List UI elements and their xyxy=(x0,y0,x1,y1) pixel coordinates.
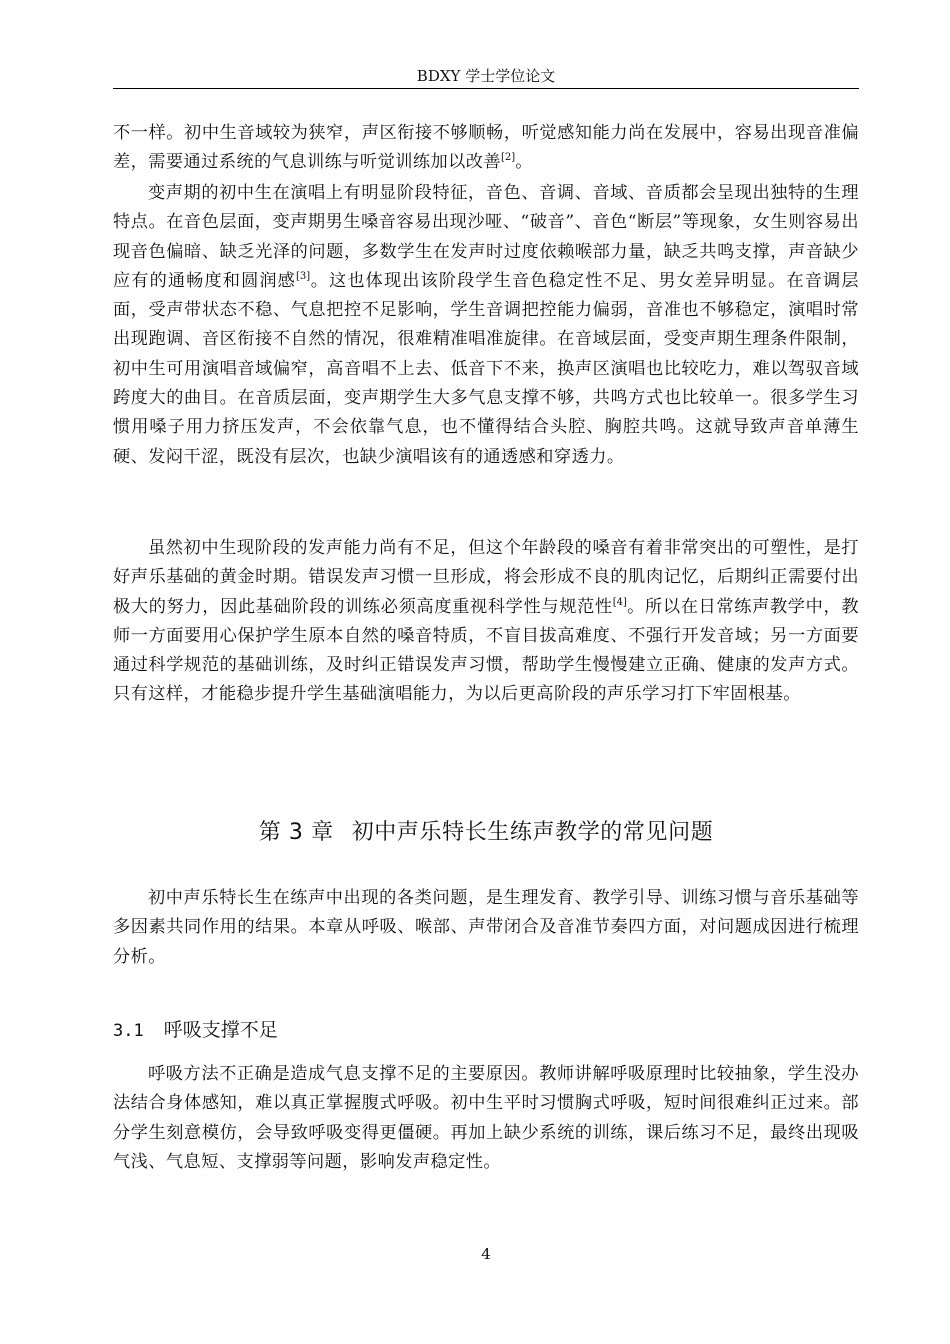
header-title: BDXY 学士学位论文 xyxy=(416,67,556,85)
citation-ref: [4] xyxy=(612,596,627,608)
paragraph-voice-change xyxy=(113,179,859,472)
page-number: 4 xyxy=(481,1245,491,1263)
paragraph-text: 不一样。初中生音域较为狭窄，声区衔接不够顺畅，听觉感知能力尚在发展中，容易出现音准偏差，需要通过系统的气息训练与听觉训练加以改善 xyxy=(113,123,859,173)
section-number: 3.1 xyxy=(113,1021,144,1041)
paragraph-text: 初中声乐特长生在练声中出现的各类问题，是生理发育、教学引导、训练习惯与音乐基础等多因素共同作用的结果。本章从呼吸、喉部、声带闭合及音准节奏四方面，对问题成因进行梳理分析。 xyxy=(113,888,859,967)
chapter-title: 初中声乐特长生练声教学的常见问题 xyxy=(351,820,714,845)
paragraph-tail: 。 xyxy=(515,152,533,173)
paragraph-text: 呼吸方法不正确是造成气息支撑不足的主要原因。教师讲解呼吸原理时比较抽象，学生没办法结合身体感知，难以真正掌握腹式呼吸。初中生平时习惯胸式呼吸，短时间很难纠正过来。部分学生刻意模仿，会导致呼吸变得更僵硬。再加上缺少系统的训练，课后练习不足，最终出现吸气浅、气息短、支撑弱等问题，影响发声稳定性。 xyxy=(113,1064,859,1172)
section-title: 呼吸支撑不足 xyxy=(163,1019,278,1041)
paragraph-tail: 。这也体现出该阶段学生音色稳定性不足、男女差异明显。在音调层面，受声带状态不稳、气息把控不足影响，学生音调把控能力偏弱，音准也不够稳定，演唱时常出现跑调、音区衔接不自然的情况，很难精准唱准旋律。在音域层面，受变声期生理条件限制，初中生可用演唱音域偏窄，高音唱不上去、低音下不来，换声区演唱也比较吃力，难以驾驭音域跨度大的曲目。在音质层面，变声期学生大多气息支撑不够，共鸣方式也比较单一。很多学生习惯用嗓子用力挤压发声，不会依靠气息，也不懂得结合头腔、胸腔共鸣。这就导致声音单薄生硬、发闷干涩，既没有层次，也缺少演唱该有的通透感和穿透力。 xyxy=(113,270,859,467)
paragraph-chapter-intro xyxy=(113,884,859,972)
citation-ref: [2] xyxy=(501,152,516,164)
chapter-number: 第 3 章 xyxy=(258,820,334,845)
paragraph-text: 虽然初中生现阶段的发声能力尚有不足，但这个年龄段的嗓音有着非常突出的可塑性，是打好声乐基础的黄金时期。错误发声习惯一旦形成，将会形成不良的肌肉记忆，后期纠正需要付出极大的努力，因此基础阶段的训练必须高度重视科学性与规范性 xyxy=(113,538,859,617)
paragraph-plasticity xyxy=(113,534,859,710)
paragraph-continued xyxy=(113,119,859,178)
paragraph-tail: 。所以在日常练声教学中，教师一方面要用心保护学生原本自然的嗓音特质，不盲目拔高难度、不强行开发音域；另一方面要通过科学规范的基础训练，及时纠正错误发声习惯，帮助学生慢慢建立正确、健康的发声方式。只有这样，才能稳步提升学生基础演唱能力，为以后更高阶段的声乐学习打下牢固根基。 xyxy=(113,596,859,705)
section-heading xyxy=(113,1016,278,1045)
running-header xyxy=(113,66,859,89)
paragraph-breathing xyxy=(113,1060,859,1177)
citation-ref: [3] xyxy=(295,270,311,282)
paragraph-text: 变声期的初中生在演唱上有明显阶段特征，音色、音调、音域、音质都会呈现出独特的生理特点。在音色层面，变声期男生嗓音容易出现沙哑、“破音”、音色“断层”等现象，女生则容易出现音色偏暗、缺乏光泽的问题，多数学生在发声时过度依赖喉部力量，缺乏共鸣支撑，声音缺少应有的通畅度和圆润感 xyxy=(113,183,859,291)
chapter-heading xyxy=(113,816,859,850)
